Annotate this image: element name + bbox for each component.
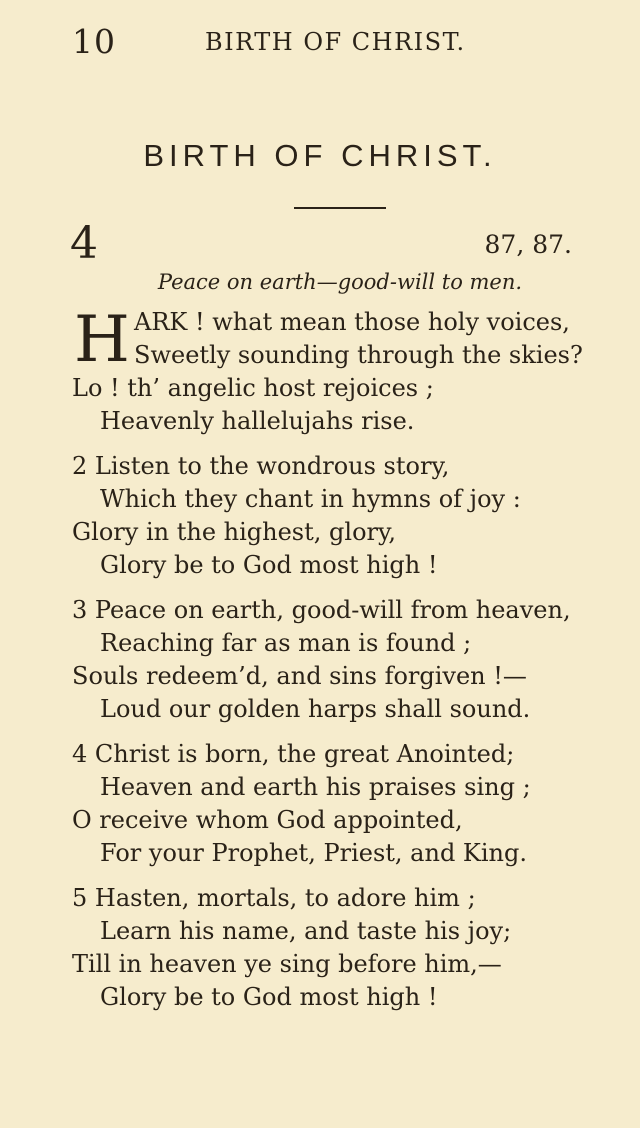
title-rule — [294, 207, 386, 209]
stanza-4 — [72, 738, 620, 870]
stanza-1 — [72, 303, 620, 438]
stanza-line: Lo ! th’ angelic host rejoices ; — [72, 374, 434, 402]
stanza-line-text: ARK ! what mean those holy voices, — [134, 308, 570, 336]
stanza-line: 3 Peace on earth, good-will from heaven, — [72, 596, 571, 624]
stanza-line: Glory be to God most high ! — [100, 983, 438, 1011]
hymn-verses — [72, 303, 620, 1026]
stanza-line: Till in heaven ye sing before him,— — [72, 950, 502, 978]
stanza-line: Loud our golden harps shall sound. — [100, 695, 531, 723]
section-title: BIRTH OF CHRIST. — [143, 138, 497, 173]
stanza-line: Glory in the highest, glory, — [72, 518, 396, 546]
hymn-meter: 87, 87. — [484, 230, 572, 259]
stanza-line: 2 Listen to the wondrous story, — [72, 452, 450, 480]
page-number: 10 — [72, 22, 116, 61]
stanza-2 — [72, 450, 620, 582]
stanza-line: Glory be to God most high ! — [100, 551, 438, 579]
stanza-line: 4 Christ is born, the great Anointed; — [72, 740, 515, 768]
stanza-line: Heaven and earth his praises sing ; — [100, 773, 531, 801]
stanza-line: Heavenly hallelujahs rise. — [100, 407, 415, 435]
stanza-line: O receive whom God appointed, — [72, 806, 463, 834]
stanza-line: For your Prophet, Priest, and King. — [100, 839, 527, 867]
hymn-number: 4 — [70, 218, 98, 269]
drop-cap: H — [74, 303, 130, 377]
stanza-line: 5 Hasten, mortals, to adore him ; — [72, 884, 476, 912]
stanza-line: Learn his name, and taste his joy; — [100, 917, 512, 945]
stanza-line: Sweetly sounding through the skies? — [134, 341, 583, 369]
stanza-line: Which they chant in hymns of joy : — [100, 485, 521, 513]
running-title: BIRTH OF CHRIST. — [205, 28, 466, 56]
running-head — [0, 22, 640, 62]
hymn-epigraph: Peace on earth—good-will to men. — [157, 270, 523, 294]
stanza-5 — [72, 882, 620, 1014]
stanza-3 — [72, 594, 620, 726]
stanza-line: Reaching far as man is found ; — [100, 629, 472, 657]
stanza-line: Souls redeem’d, and sins forgiven !— — [72, 662, 527, 690]
